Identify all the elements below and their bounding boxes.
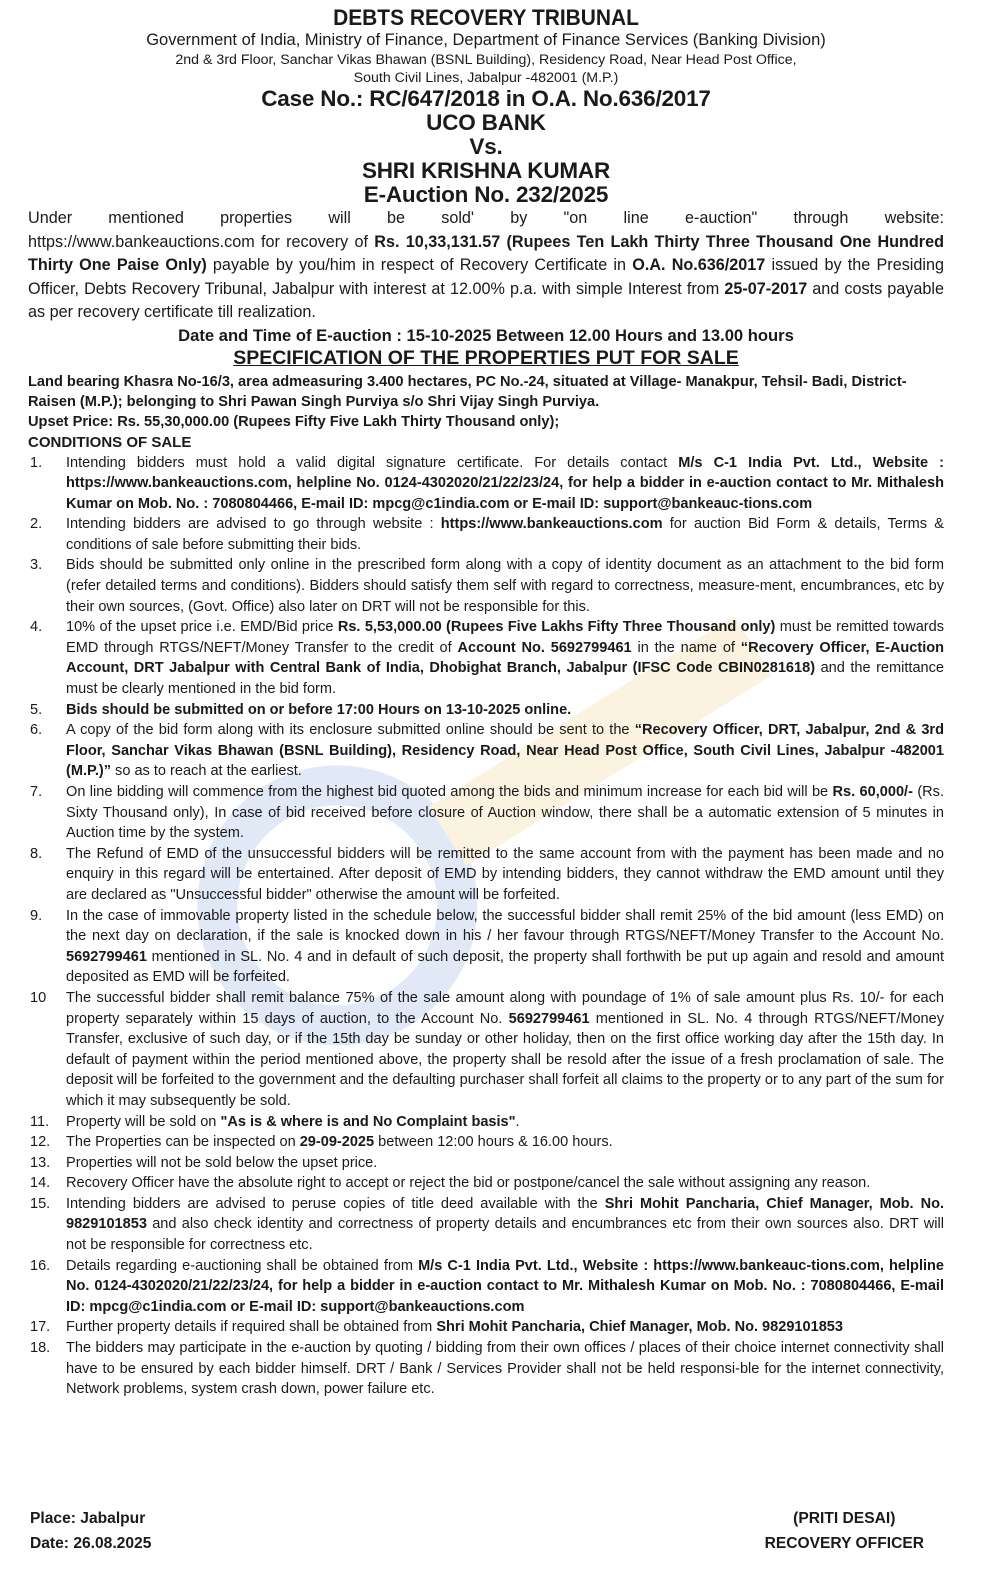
condition-item	[28, 700, 944, 721]
condition-item	[28, 1256, 944, 1318]
condition-item	[28, 1317, 944, 1338]
condition-text: Properties will not be sold below the upset price.	[66, 1154, 378, 1171]
condition-item	[28, 1173, 944, 1194]
condition-text: The Properties can be inspected on 29-09-2025 between 12:00 hours & 16.00 hours.	[66, 1134, 613, 1151]
intro-line-1: Under mentioned properties will be sold' by "on line e-auction" through website:	[28, 209, 944, 227]
condition-item	[28, 1194, 944, 1256]
condition-text: Further property details if required shall be obtained from Shri Mohit Pancharia, Chief Manager, Mob. No. 9829101853	[66, 1319, 843, 1336]
date-label: Date: 26.08.2025	[30, 1535, 152, 1552]
interest-date: 25-07-2017	[724, 279, 808, 298]
condition-text: 10% of the upset price i.e. EMD/Bid price Rs. 5,53,000.00 (Rupees Five Lakhs Fifty Three Thousand only) must be remitted towards EMD through RTGS/NEFT/Money Transfer to the credit of Account No. 5692799461 in the name of “Recovery Officer, E-Auction Account, DRT Jabalpur with Central Bank of India, Dhobighat Branch, Jabalpur (IFSC Code CBIN0281618) and the remittance must be clearly mentioned in the bid form.	[66, 619, 945, 698]
government-line: Government of India, Ministry of Finance, Department of Finance Services (Banking Division)	[146, 31, 826, 49]
condition-number: 10	[30, 989, 47, 1006]
intro-paragraph	[28, 207, 944, 325]
condition-item	[28, 906, 944, 988]
condition-item	[28, 844, 944, 906]
intro-text-2: payable by you/him in respect of Recovery Certificate in	[206, 256, 633, 274]
footer-right	[765, 1506, 924, 1556]
condition-number: 9.	[30, 907, 43, 924]
versus-label: Vs.	[469, 134, 503, 159]
condition-number: 6.	[30, 722, 43, 739]
condition-number: 3.	[30, 557, 43, 574]
condition-item	[28, 453, 944, 515]
condition-text: In the case of immovable property listed in the schedule below, the successful bidder shall remit 25% of the bid amount (less EMD) on the next day on declaration, if the sale is knocked down in his / her favour through RTGS/NEFT/Money Transfer to the Account No. 5692799461 mentioned in SL. No. 4 and in default of such deposit, the property shall forthwith be put up again and resold and amount deposited as EMD will be forfeited.	[66, 907, 944, 986]
footer-left	[30, 1506, 151, 1556]
condition-number: 8.	[30, 845, 43, 862]
condition-number: 13.	[30, 1154, 51, 1171]
upset-price: Upset Price: Rs. 55,30,000.00 (Rupees Fifty Five Lakh Thirty Thousand only);	[28, 413, 560, 430]
condition-number: 2.	[30, 516, 43, 533]
oa-number: O.A. No.636/2017	[632, 256, 766, 274]
condition-text: A copy of the bid form along with its enclosure submitted online should be sent to the “Recovery Officer, DRT, Jabalpur, 2nd & 3rd Floor, Sanchar Vikas Bhawan (BSNL Building), Residency Road, Near Head Post Office, South Civil Lines, Jabalpur -482001 (M.P.)” so as to reach at the earliest.	[66, 722, 944, 780]
auction-number: E-Auction No. 232/2025	[363, 182, 609, 207]
condition-item	[28, 1132, 944, 1153]
condition-text: Property will be sold on "As is & where is and No Complaint basis".	[66, 1113, 520, 1130]
conditions-title: CONDITIONS OF SALE	[28, 433, 192, 451]
signatory-designation: RECOVERY OFFICER	[764, 1535, 924, 1552]
condition-item	[28, 1153, 944, 1174]
property-description: Land bearing Khasra No-16/3, area admeasuring 3.400 hectares, PC No.-24, situated at Village- Manakpur, Tehsil- Badi, District- Raisen (M.P.); belonging to Shri Pawan Singh Purviya s/o Shri Vijay Singh Purviya.	[28, 373, 907, 410]
condition-text: Intending bidders are advised to peruse copies of title deed available with the Shri Mohit Pancharia, Chief Manager, Mob. No. 9829101853 and also check identity and correctness of property details and encumbrances etc from their own sources also. DRT will not be responsible for correctness etc.	[66, 1195, 945, 1254]
condition-item	[28, 1112, 944, 1133]
recovery-amount: Rs. 10,33,131.57 (Rupees Ten Lakh Thirty Three Thousand One Hundred Thirty One Paise Only)	[28, 232, 945, 274]
intro-text-4: and costs payable as per recovery certificate till realization.	[28, 279, 944, 321]
footer	[28, 1506, 944, 1566]
condition-number: 4.	[30, 619, 43, 636]
condition-item	[28, 555, 944, 617]
condition-item	[28, 782, 944, 844]
condition-number: 16.	[30, 1257, 51, 1274]
condition-item	[28, 617, 944, 699]
condition-number: 5.	[30, 701, 43, 718]
intro-text-1: https://www.bankeauctions.com for recovery of	[28, 232, 375, 251]
condition-number: 17.	[30, 1319, 51, 1336]
signatory-name: (PRITI DESAI)	[793, 1510, 896, 1527]
condition-text: Details regarding e-auctioning shall be obtained from M/s C-1 India Pvt. Ltd., Website : https://www.bankeauc-tions.com, helpline No. 0124-4302020/21/22/23/24, for help a bidder in e-auction contact to Mr. Mithalesh Kumar on Mob. No. : 7080804466, E-mail ID: mpcg@c1india.com or E-mail ID: support@bankeauctions.com	[66, 1257, 945, 1315]
condition-number: 11.	[30, 1113, 50, 1130]
place-label: Place: Jabalpur	[30, 1510, 146, 1527]
notice-body	[28, 6, 944, 1400]
tribunal-title: DEBTS RECOVERY TRIBUNAL	[333, 5, 639, 30]
condition-text: The Refund of EMD of the unsuccessful bidders will be remitted to the same account from with the payment has been made and no enquiry in this regard will be entertained. After deposit of EMD by intending bidders, they cannot withdraw the EMD amount until they are declared as "Unsuccessful bidder" otherwise the amount will be forfeited.	[66, 845, 944, 903]
condition-number: 14.	[30, 1175, 51, 1192]
plaintiff-name: UCO BANK	[426, 110, 546, 135]
condition-number: 7.	[30, 784, 43, 800]
condition-text: Recovery Officer have the absolute right to accept or reject the bid or postpone/cancel the sale without assigning any reason.	[66, 1175, 871, 1192]
intro-body	[28, 231, 944, 325]
auction-datetime: Date and Time of E-auction : 15-10-2025 Between 12.00 Hours and 13.00 hours	[178, 325, 794, 345]
condition-number: 1.	[30, 454, 43, 471]
condition-text: On line bidding will commence from the highest bid quoted among the bids and minimum increase for each bid will be Rs. 60,000/- (Rs. Sixty Thousand only), In case of bid received before closure of Auction window, there shall be a automatic extension of 5 minutes in Auction time by the system.	[66, 784, 944, 842]
condition-text: The bidders may participate in the e-auction by quoting / bidding from their own offices / places of their choice internet connectivity shall have to be ensured by each bidder himself. DRT / Bank / Services Provider shall not be held responsi-ble for the internet connectivity, Network problems, system crash down, power failure etc.	[66, 1340, 944, 1398]
condition-text: Intending bidders must hold a valid digital signature certificate. For details contact M/s C-1 India Pvt. Ltd., Website : https://www.bankeauctions.com, helpline No. 0124-4302020/21/22/23/24, for help a bidder in e-auction contact to Mr. Mithalesh Kumar on Mob. No. : 7080804466, E-mail ID: mpcg@c1india.com or E-mail ID: support@bankeauc-tions.com	[66, 454, 945, 512]
condition-number: 15.	[30, 1195, 51, 1212]
case-number: Case No.: RC/647/2018 in O.A. No.636/2017	[261, 86, 711, 111]
intro-text-3: issued by the Presiding Officer, Debts Recovery Tribunal, Jabalpur with interest at 12.00% p.a. with simple Interest from	[28, 256, 944, 298]
condition-text: The successful bidder shall remit balance 75% of the sale amount along with poundage of 1% of sale amount plus Rs. 10/- for each property separately within 15 days of auction, to the Account No. 5692799461 mentioned in SL. No. 4 through RTGS/NEFT/Money Transfer, exclusive of such day, or if the 15th day be sunday or other holiday, then on the first office working day after the 15th day. In default of payment within the period mentioned above, the property shall be resold after the issue of a fresh proclamation of sale. The deposit will be forfeited to the government and the defaulting purchaser shall forfeit all claims to the property or to any part of the sum for which it may subsequently be sold.	[66, 989, 944, 1109]
condition-text: Intending bidders are advised to go through website : https://www.bankeauctions.com for auction Bid Form & details, Terms & conditions of sale before submitting their bids.	[66, 516, 944, 553]
condition-item	[28, 514, 944, 555]
address-line-2: South Civil Lines, Jabalpur -482001 (M.P.)	[353, 70, 619, 86]
address-line-1: 2nd & 3rd Floor, Sanchar Vikas Bhawan (BSNL Building), Residency Road, Near Head Post Office,	[175, 52, 797, 68]
condition-text: Bids should be submitted on or before 17:00 Hours on 13-10-2025 online.	[66, 701, 572, 718]
condition-item	[28, 988, 944, 1112]
defendant-name: SHRI KRISHNA KUMAR	[361, 158, 611, 183]
condition-text: Bids should be submitted only online in the prescribed form along with a copy of identity document as an attachment to the bid form (refer detailed terms and conditions). Bidders should satisfy them self with regard to correctness, measure-ment, encumbrances, etc by their own sources, (Govt. Office) also later on DRT will not be responsible for this.	[66, 557, 944, 615]
condition-number: 18.	[30, 1340, 51, 1357]
condition-item	[28, 720, 944, 782]
conditions-list	[28, 453, 944, 1400]
condition-number: 12.	[30, 1134, 51, 1151]
condition-item	[28, 1338, 944, 1400]
spec-title: SPECIFICATION OF THE PROPERTIES PUT FOR SALE	[233, 346, 739, 369]
